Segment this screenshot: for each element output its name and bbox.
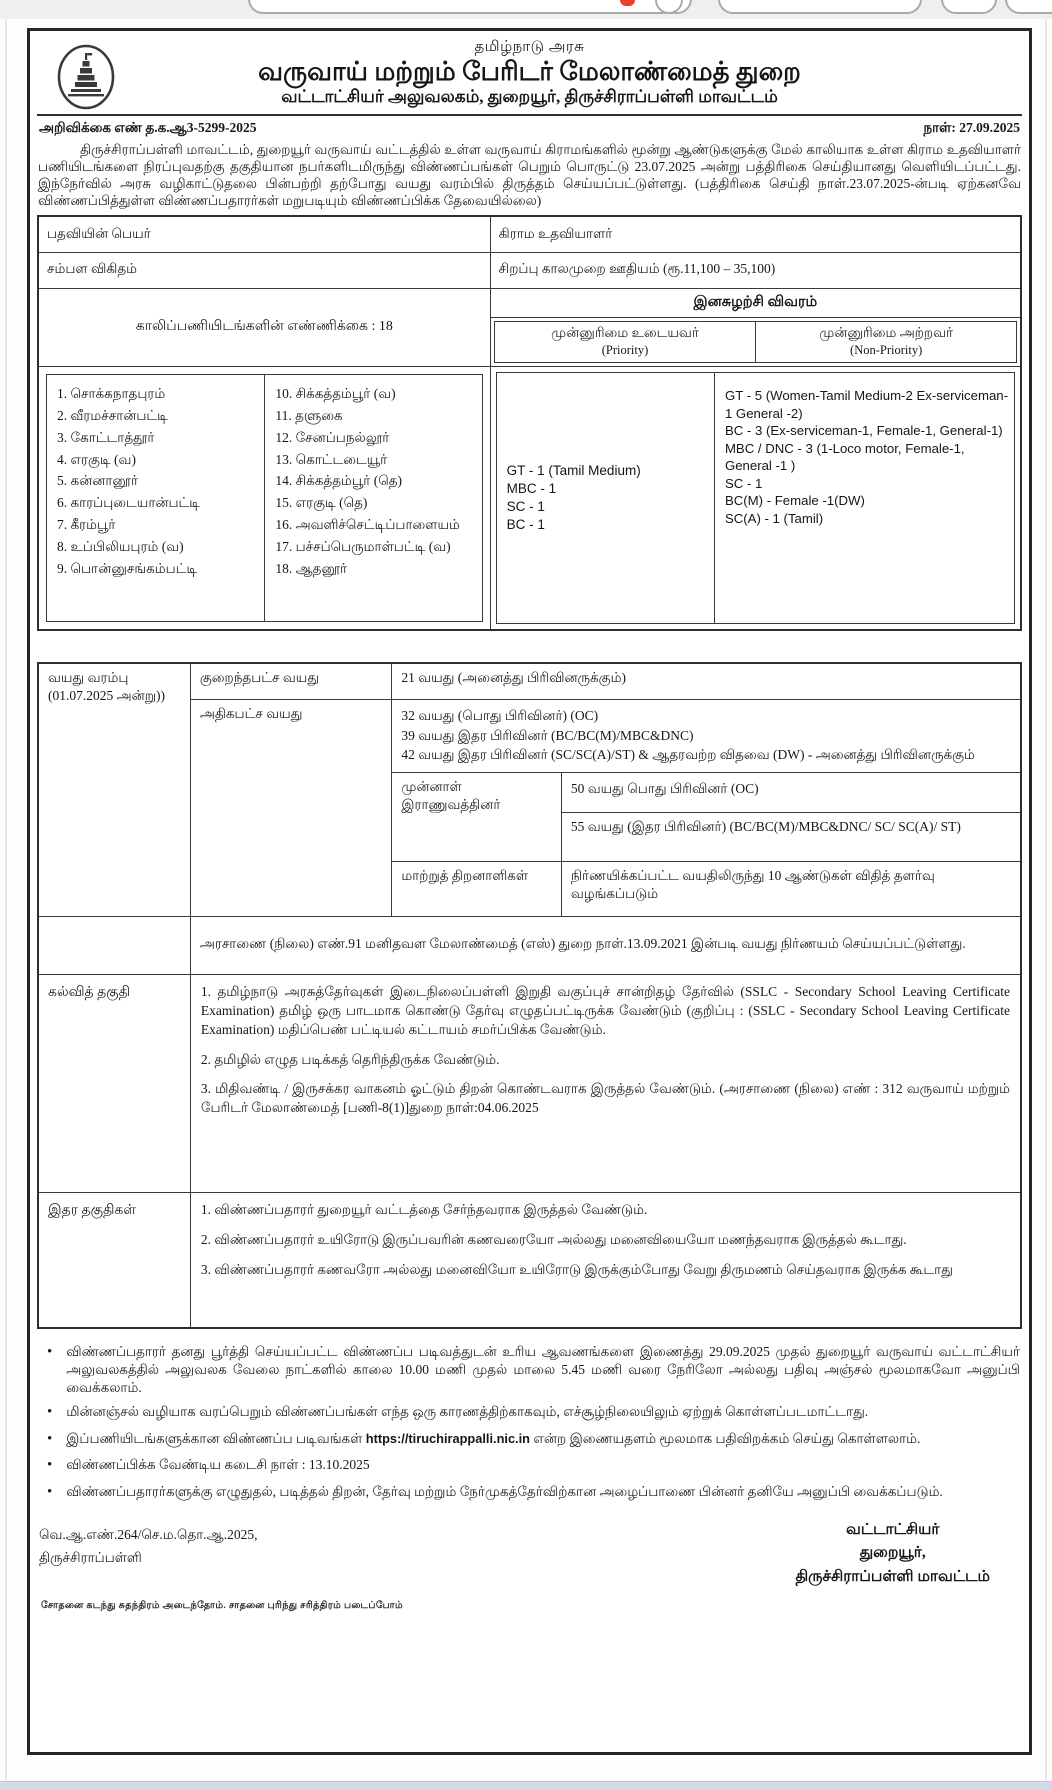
- max-age-line: 42 வயது இதர பிரிவினர் (SC/SC(A)/ST) & ஆதரவற்ற விதவை (DW) - அனைத்து பிரிவினருக்கும்: [401, 746, 975, 762]
- note-text: • விண்ணப்பதாரர்களுக்கு எழுதுதல், படித்தல் திறன், தேர்வு மற்றும் நேர்முகத்தேர்விற்கான அழைப்பாணை பின்னர் தனியே அனுப்பி வைக்கப்படும்.: [66, 1483, 943, 1499]
- village-item: 17. பச்சப்பெருமாள்பட்டி (வ): [275, 538, 451, 554]
- priority-header: [495, 322, 756, 362]
- pwd-value: நிர்ணயிக்கப்பட்ட வயதிலிருந்து 10 ஆண்டுகள் விதித் தளர்வு வழங்கப்படும்: [570, 867, 935, 901]
- post-name-value: கிராம உதவியாளர்: [490, 216, 1021, 252]
- go-age-note: அரசாணை (நிலை) எண்.91 மனிதவள மேலாண்மைத் (எஸ்) துறை நாள்.13.09.2021 இன்படி வயது நிர்ணயம் செய்யப்பட்டுள்ளது.: [190, 916, 1021, 974]
- notification-number: அறிவிக்கை எண் த.க.ஆ3-5299-2025: [39, 119, 257, 135]
- priority-detail-line: BC - 1: [506, 517, 545, 533]
- notification-document: [27, 28, 1032, 1755]
- footer-ref-number: வெ.ஆ.எண்.264/செ.ம.தொ.ஆ.2025,: [39, 1527, 258, 1543]
- nonpriority-detail-line: SC - 1: [724, 475, 763, 491]
- department-title: வருவாய் மற்றும் பேரிடர் மேலாண்மைத் துறை: [258, 57, 801, 86]
- max-age-cell: [392, 700, 1021, 916]
- other-qualification-item: 2. விண்ணப்பதாரர் உயிரோடு இருப்பவரின் கணவரையோ அல்லது மனைவியையோ மணந்தவராக இருத்தல் கூடாது.: [200, 1231, 907, 1247]
- max-age-line: 39 வயது இதர பிரிவினர் (BC/BC(M)/MBC&DNC): [401, 727, 694, 743]
- village-item: 10. சிக்கத்தம்பூர் (வ): [275, 385, 396, 401]
- village-item: 12. சேனப்பநல்லூர்: [275, 429, 390, 445]
- village-item: 4. எரகுடி (வ): [57, 451, 136, 467]
- vacancy-count: காலிப்பணியிடங்களின் எண்ணிக்கை : 18: [38, 288, 490, 366]
- village-item: 6. காரப்புடையான்பட்டி: [57, 495, 201, 511]
- priority-detail-line: GT - 1 (Tamil Medium): [506, 462, 641, 478]
- bottom-strip: [0, 1781, 1052, 1790]
- village-item: 13. கொட்டடையூர்: [275, 451, 388, 467]
- rotation-details-cell: [490, 366, 1021, 630]
- min-age-label: குறைந்தபட்ச வயது: [190, 663, 392, 700]
- nonpriority-detail-line: BC - 3 (Ex-serviceman-1, Female-1, General-1): [724, 423, 1003, 439]
- note-item: [39, 1456, 1020, 1476]
- education-item: 2. தமிழில் எழுத படிக்கத் தெரிந்திருக்க வேண்டும்.: [200, 1051, 500, 1067]
- exserviceman-oc-value: 50 வயது பொது பிரிவினர் (OC): [562, 773, 1020, 813]
- village-item: 7. கீரம்பூர்: [57, 517, 116, 533]
- education-items-cell: [190, 974, 1021, 1192]
- note-item: [39, 1483, 1020, 1503]
- other-qualification-item: 3. விண்ணப்பதாரர் கணவரோ அல்லது மனைவியோ உயிரோடு இருக்கும்போது வேறு திருமணம் செய்தவராக இருக்க கூடாது: [200, 1261, 953, 1277]
- age-limit-label: வயது வரம்பு (01.07.2025 அன்று)): [38, 663, 190, 916]
- note-text: [66, 1430, 920, 1450]
- toolbar-button-right[interactable]: [1005, 0, 1052, 14]
- last-date-text: • விண்ணப்பிக்க வேண்டிய கடைசி நாள் : 13.10.2025: [66, 1457, 370, 1473]
- document-footer: [37, 1518, 1022, 1614]
- villages-column-2: [264, 375, 481, 621]
- villages-column-1: [47, 375, 264, 621]
- priority-detail-line: SC - 1: [506, 498, 545, 514]
- rotation-header-cell: [490, 288, 1021, 366]
- max-age-label: அதிகபட்ச வயது: [190, 700, 392, 916]
- signature-block: [795, 1518, 990, 1588]
- max-age-line: 32 வயது (பொது பிரிவினர்) (OC): [401, 708, 599, 724]
- nonpriority-detail-line: BC(M) - Female -1(DW): [724, 493, 865, 509]
- website-url: https://tiruchirappalli.nic.in: [365, 1430, 530, 1446]
- exserviceman-row: [392, 772, 1020, 861]
- note-text-post: என்ற இணையதளம் மூலமாக பதிவிறக்கம் செய்து கொள்ளலாம்.: [530, 1430, 921, 1446]
- village-item: 5. கன்னானூர்: [57, 473, 139, 489]
- education-item: 3. மிதிவண்டி / இருசக்கர வாகனம் ஓட்டும் திறன் கொண்டவராக இருத்தல் வேண்டும். (அரசாணை (நிலை) எண் : 312 வருவாய் மற்றும் பேரிடர் மேலாண்மைத் [பணி-8(1)]துறை நாள்:04.06.2025: [200, 1081, 1010, 1116]
- note-item: [39, 1343, 1020, 1396]
- footer-place: திருச்சிராப்பள்ளி: [39, 1550, 142, 1565]
- village-item: 8. உப்பிலியபுரம் (வ): [57, 538, 184, 554]
- village-item: 14. சிக்கத்தம்பூர் (தெ): [275, 473, 403, 489]
- note-text: • விண்ணப்பதாரர் தனது பூர்த்தி செய்யப்பட்ட விண்ணப்ப படிவத்துடன் உரிய ஆவணங்களை இணைத்து 29.09.2025 முதல் துறையூர் வருவாய் வட்டாட்சியர் அலுவலகத்தில் அலுவலக வேலை நாட்களில் காலை 10.00 மணி முதல் மாலை 5.45 மணி வரை நேரிலோ அல்லது பதிவு அஞ்சல் மூலமாகவோ அனுப்பி வைக்கலாம்.: [66, 1344, 1021, 1395]
- note-item: [39, 1403, 1020, 1423]
- priority-header-ta: முன்னுரிமை உடையவர்: [551, 324, 699, 340]
- note-item: [39, 1430, 1020, 1450]
- nonpriority-detail-line: SC(A) - 1 (Tamil): [724, 510, 824, 526]
- rotation-column-headers: [494, 321, 1017, 363]
- nonpriority-header-en: (Non-Priority): [850, 342, 923, 357]
- signature-designation: வட்டாட்சியர்: [846, 1521, 940, 1539]
- note-text-pre: இப்பணியிடங்களுக்கான விண்ணப்ப படிவங்கள்: [66, 1430, 366, 1446]
- other-qualification-items-cell: [190, 1192, 1021, 1328]
- post-details-table: [37, 215, 1022, 631]
- pay-scale-label: சம்பள விகிதம்: [38, 252, 490, 288]
- village-item: 2. வீரமச்சான்பட்டி: [57, 407, 168, 423]
- other-qualification-item: 1. விண்ணப்பதாரர் துறையூர் வட்டத்தை சேர்ந்தவராக இருத்தல் வேண்டும்.: [200, 1201, 648, 1217]
- toolbar-button-group[interactable]: [718, 0, 922, 14]
- toolbar-button-left[interactable]: [941, 0, 997, 14]
- village-item: 16. அவளிச்செட்டிப்பாளையம்: [275, 517, 460, 533]
- rotation-details-box: [496, 372, 1015, 624]
- empty-cell: [38, 916, 190, 974]
- priority-detail-line: MBC - 1: [506, 480, 557, 496]
- footer-reference: [39, 1524, 258, 1570]
- exserviceman-values: [562, 773, 1020, 861]
- villages-box: [46, 374, 483, 622]
- document-header: [37, 31, 1022, 116]
- village-item: 18. ஆதனூர்: [275, 560, 348, 576]
- note-text: • மின்னஞ்சல் வழியாக வரப்பெறும் விண்ணப்பங்கள் எந்த ஒரு காரணத்திற்காகவும், எச்சூழ்நிலையிலும் ஏற்றுக் கொள்ளப்படமாட்டாது.: [66, 1404, 869, 1420]
- government-name: தமிழ்நாடு அரசு: [474, 39, 585, 55]
- page-edge-right: [1045, 0, 1047, 1790]
- office-subtitle: வட்டாட்சியர் அலுவலகம், துறையூர், திருச்சிராப்பள்ளி மாவட்டம்: [281, 86, 778, 106]
- village-item: 1. சொக்கநாதபுரம்: [57, 385, 166, 401]
- nonpriority-header-ta: முன்னுரிமை அற்றவர்: [819, 324, 954, 340]
- instruction-notes: [39, 1343, 1020, 1502]
- village-item: 3. கோட்டாத்தூர்: [57, 429, 155, 445]
- nonpriority-detail-line: GT - 5 (Women-Tamil Medium-2 Ex-serviceman-1 General -2): [724, 387, 1009, 421]
- age-qualification-table: [37, 662, 1022, 1329]
- page-edge-left: [5, 0, 7, 1790]
- exserviceman-other-value: 55 வயது (இதர பிரிவினர்) (BC/BC(M)/MBC&DNC/ SC/ SC(A)/ ST): [570, 818, 961, 834]
- pay-scale-value: சிறப்பு காலமுறை ஊதியம் (ரூ.11,100 – 35,100): [490, 252, 1021, 288]
- pwd-label: மாற்றுத் திறனாளிகள்: [392, 862, 561, 916]
- village-item: 11. தளுகை: [275, 407, 343, 423]
- nonpriority-detail-line: MBC / DNC - 3 (1-Loco motor, Female-1, General -1 ): [724, 440, 965, 474]
- tamilnadu-government-emblem-icon: [51, 39, 121, 120]
- villages-cell: [38, 366, 490, 630]
- pwd-row: [392, 861, 1020, 916]
- rotation-title: இனசுழற்சி விவரம்: [491, 289, 1020, 318]
- priority-header-en: (Priority): [601, 342, 649, 357]
- intro-paragraph: திருச்சிராப்பள்ளி மாவட்டம், துறையூர் வருவாய் வட்டத்தில் உள்ள வருவாய் கிராமங்களில் மூன்று ஆண்டுகளுக்கு மேல் காலியாக உள்ள கிராம உதவியாளர் பணியிடங்களை நிரப்புவதற்கு தகுதியான நபர்களிடமிருந்து விண்ணப்பங்கள் பெறும் பொருட்டு 23.07.2025 அன்று பத்திரிகை செய்தியானது வெளியிடப்பட்டது. இந்நேர்வில் அரசு வழிகாட்டுதலை பின்பற்றி தற்போது வயது வரம்பில் திருத்தம் செய்யப்பட்டுள்ளது. (பத்திரிகை செய்தி நாள்.23.07.2025-ன்படி ஏற்கனவே விண்ணப்பித்துள்ள விண்ணப்பதாரர்கள் மறுபடியும் விண்ணப்பிக்க தேவையில்லை): [38, 141, 1021, 209]
- max-age-lines: [392, 700, 1020, 771]
- government-motto: சோதனை கடந்து சுதந்திரம் அடைந்தோம். சாதனை புரிந்து சரித்திரம் படைப்போம்: [41, 1601, 404, 1612]
- signature-district: திருச்சிராப்பள்ளி மாவட்டம்: [795, 1567, 990, 1585]
- priority-details: [497, 373, 714, 623]
- village-item: 9. பொன்னுசங்கம்பட்டி: [57, 560, 198, 576]
- village-item: 15. எரகுடி (தெ): [275, 495, 368, 511]
- education-item: 1. தமிழ்நாடு அரசுத்தேர்வுகள் இடைநிலைப்பள்ளி இறுதி வகுப்புச் சான்றிதழ் தேர்வில் (SSLC - Secondary School Leaving Certificate Examination) தமிழ் ஒரு பாடமாக கொண்டு தேர்வு எழுதப்பட்டிருக்க வேண்டும் (குறிப்பு : (SSLC - Secondary School Leaving Certificate Examination) மதிப்பெண் பட்டியல் கட்டாயம் சமர்ப்பிக்க வேண்டும்.: [200, 983, 1010, 1037]
- notification-date: நாள்: 27.09.2025: [923, 119, 1020, 135]
- other-qualification-items: [201, 1201, 1010, 1280]
- post-name-label: பதவியின் பெயர்: [38, 216, 490, 252]
- nonpriority-details: [714, 373, 1014, 623]
- browser-toolbar: [0, 0, 1052, 19]
- nonpriority-header: [755, 322, 1016, 362]
- signature-taluk: துறையூர்,: [859, 1544, 926, 1562]
- education-items: [201, 983, 1010, 1118]
- reference-row: [37, 116, 1022, 139]
- other-qualifications-label: இதர தகுதிகள்: [38, 1192, 190, 1328]
- education-label: கல்வித் தகுதி: [38, 974, 190, 1192]
- exserviceman-label: முன்னாள் இராணுவத்தினர்: [392, 773, 561, 861]
- min-age-value: 21 வயது (அனைத்து பிரிவினருக்கும்): [392, 663, 1021, 700]
